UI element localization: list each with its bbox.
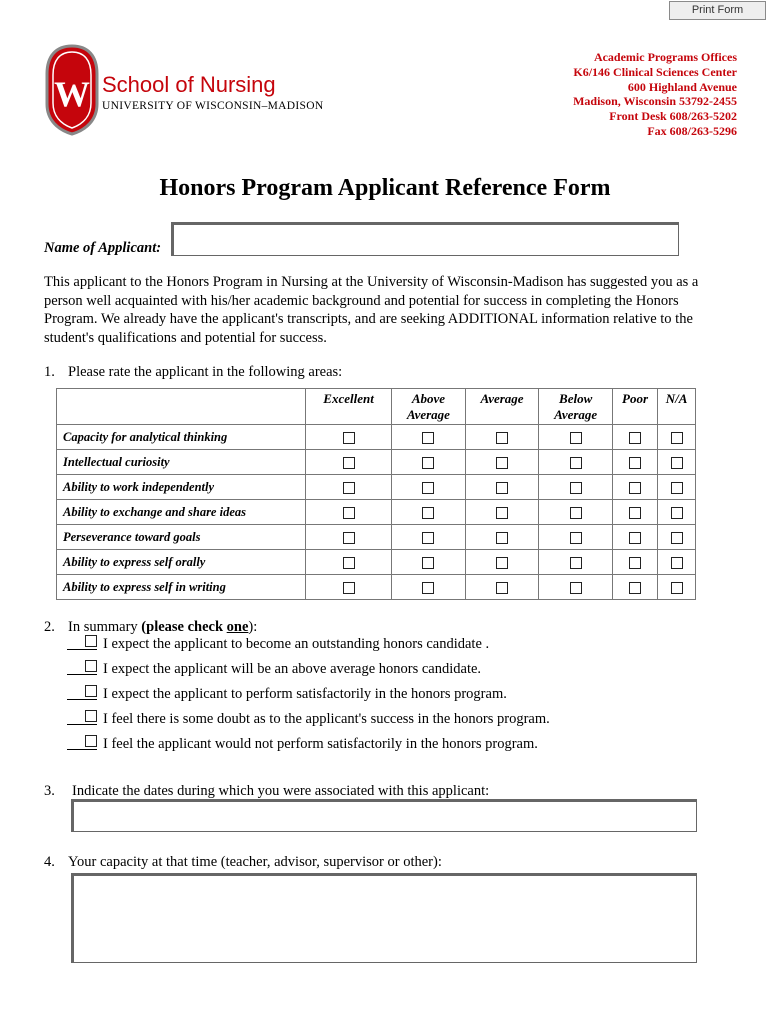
capacity-field[interactable]: [71, 873, 697, 963]
rating-checkbox[interactable]: [343, 457, 355, 469]
col-na: N/A: [658, 389, 696, 425]
rating-checkbox[interactable]: [629, 482, 641, 494]
rating-checkbox[interactable]: [496, 582, 508, 594]
rating-row-label: Ability to express self in writing: [57, 575, 306, 600]
question-text: Indicate the dates during which you were associated with this applicant:: [72, 783, 490, 799]
rating-row: [57, 500, 696, 525]
office-address: [573, 50, 737, 139]
applicant-name-label: Name of Applicant:: [44, 240, 162, 256]
rating-row: [57, 525, 696, 550]
question-2: 2. In summary (please check one):: [44, 619, 258, 635]
rating-checkbox[interactable]: [570, 482, 582, 494]
summary-option: [67, 707, 550, 732]
rating-header-blank: [57, 389, 306, 425]
summary-option-label: I feel the applicant would not perform satisfactorily in the honors program.: [103, 736, 538, 752]
address-line: Academic Programs Offices: [593, 50, 737, 64]
rating-row-label: Ability to express self orally: [57, 550, 306, 575]
rating-checkbox[interactable]: [671, 532, 683, 544]
school-name: School of Nursing: [102, 72, 276, 97]
question-number: 3.: [44, 783, 55, 799]
rating-header-row: [57, 389, 696, 425]
address-line: Front Desk 608/263-5202: [609, 109, 737, 124]
rating-checkbox[interactable]: [496, 457, 508, 469]
summary-checkbox[interactable]: [85, 685, 97, 697]
rating-checkbox[interactable]: [343, 582, 355, 594]
summary-checkbox[interactable]: [85, 635, 97, 647]
question-3: [44, 783, 489, 800]
rating-row-label: Ability to exchange and share ideas: [57, 500, 306, 525]
col-poor: Poor: [612, 389, 657, 425]
rating-table: [56, 388, 696, 600]
rating-checkbox[interactable]: [671, 582, 683, 594]
rating-checkbox[interactable]: [629, 557, 641, 569]
rating-checkbox[interactable]: [671, 507, 683, 519]
summary-options: [67, 632, 550, 757]
crest-letter: W: [54, 74, 90, 114]
rating-checkbox[interactable]: [496, 482, 508, 494]
rating-checkbox[interactable]: [496, 557, 508, 569]
col-excellent: Excellent: [306, 389, 392, 425]
rating-checkbox[interactable]: [422, 482, 434, 494]
rating-checkbox[interactable]: [343, 532, 355, 544]
rating-checkbox[interactable]: [671, 557, 683, 569]
rating-checkbox[interactable]: [629, 432, 641, 444]
rating-checkbox[interactable]: [496, 507, 508, 519]
summary-option: [67, 732, 550, 757]
rating-checkbox[interactable]: [343, 507, 355, 519]
col-below-average: Below Average: [539, 389, 613, 425]
question-number: 1.: [44, 364, 55, 380]
rating-checkbox[interactable]: [629, 532, 641, 544]
page-title: Honors Program Applicant Reference Form: [159, 175, 611, 201]
rating-checkbox[interactable]: [570, 432, 582, 444]
rating-row-label: Perseverance toward goals: [57, 525, 306, 550]
question-text: Your capacity at that time (teacher, advisor, supervisor or other):: [68, 854, 442, 870]
rating-checkbox[interactable]: [570, 507, 582, 519]
summary-option-label: I expect the applicant to perform satisfactorily in the honors program.: [103, 686, 507, 702]
rating-checkbox[interactable]: [422, 457, 434, 469]
question-number: 4.: [44, 854, 55, 870]
rating-checkbox[interactable]: [570, 457, 582, 469]
rating-checkbox[interactable]: [496, 432, 508, 444]
summary-option-label: I expect the applicant will be an above average honors candidate.: [103, 661, 482, 677]
summary-option: [67, 632, 550, 657]
question-number: 2.: [44, 619, 55, 635]
summary-checkbox[interactable]: [85, 660, 97, 672]
rating-checkbox[interactable]: [671, 457, 683, 469]
rating-checkbox[interactable]: [570, 582, 582, 594]
rating-row-label: Ability to work independently: [57, 475, 306, 500]
university-name: UNIVERSITY OF WISCONSIN–MADISON: [102, 100, 324, 112]
rating-checkbox[interactable]: [343, 557, 355, 569]
rating-checkbox[interactable]: [422, 557, 434, 569]
rating-row: [57, 475, 696, 500]
applicant-name-field[interactable]: [171, 222, 679, 256]
summary-option: [67, 682, 550, 707]
rating-checkbox[interactable]: [422, 432, 434, 444]
question-text: Please rate the applicant in the following areas:: [68, 364, 343, 380]
rating-row: [57, 450, 696, 475]
rating-checkbox[interactable]: [343, 482, 355, 494]
summary-option: [67, 657, 550, 682]
summary-checkbox[interactable]: [85, 710, 97, 722]
rating-row-label: Intellectual curiosity: [57, 450, 306, 475]
address-line: 600 Highland Avenue: [627, 79, 737, 94]
intro-paragraph: This applicant to the Honors Program in Nursing at the University of Wisconsin-Madison has suggested you as a person well acquainted with his/her academic background and potential for success in completing the Honors Program. We already have the applicant's transcripts, and are seeking ADDITIONAL information relative to the student's qualifications and potential for success.: [44, 274, 699, 346]
col-above-average: Above Average: [392, 389, 466, 425]
rating-row: [57, 550, 696, 575]
uw-crest-logo: [44, 44, 100, 141]
rating-row: [57, 425, 696, 450]
address-line: Fax 608/263-5296: [647, 123, 737, 138]
rating-checkbox[interactable]: [629, 582, 641, 594]
rating-checkbox[interactable]: [671, 482, 683, 494]
address-line: K6/146 Clinical Sciences Center: [573, 64, 737, 79]
rating-checkbox[interactable]: [629, 457, 641, 469]
rating-checkbox[interactable]: [570, 532, 582, 544]
question-1: [44, 364, 342, 381]
rating-checkbox[interactable]: [343, 432, 355, 444]
question-4: [44, 854, 442, 871]
summary-option-label: I feel there is some doubt as to the applicant's success in the honors program.: [103, 711, 550, 727]
rating-checkbox[interactable]: [570, 557, 582, 569]
association-dates-field[interactable]: [71, 799, 697, 832]
rating-checkbox[interactable]: [629, 507, 641, 519]
rating-checkbox[interactable]: [496, 532, 508, 544]
rating-row-label: Capacity for analytical thinking: [57, 425, 306, 450]
rating-checkbox[interactable]: [422, 507, 434, 519]
address-line: Madison, Wisconsin 53792-2455: [573, 94, 737, 109]
rating-checkbox[interactable]: [422, 582, 434, 594]
summary-checkbox[interactable]: [85, 735, 97, 747]
print-form-button[interactable]: Print Form: [669, 1, 766, 20]
rating-checkbox[interactable]: [422, 532, 434, 544]
col-average: Average: [465, 389, 539, 425]
summary-option-label: I expect the applicant to become an outstanding honors candidate .: [103, 636, 490, 652]
crest-icon: [44, 44, 100, 136]
rating-checkbox[interactable]: [671, 432, 683, 444]
rating-row: [57, 575, 696, 600]
